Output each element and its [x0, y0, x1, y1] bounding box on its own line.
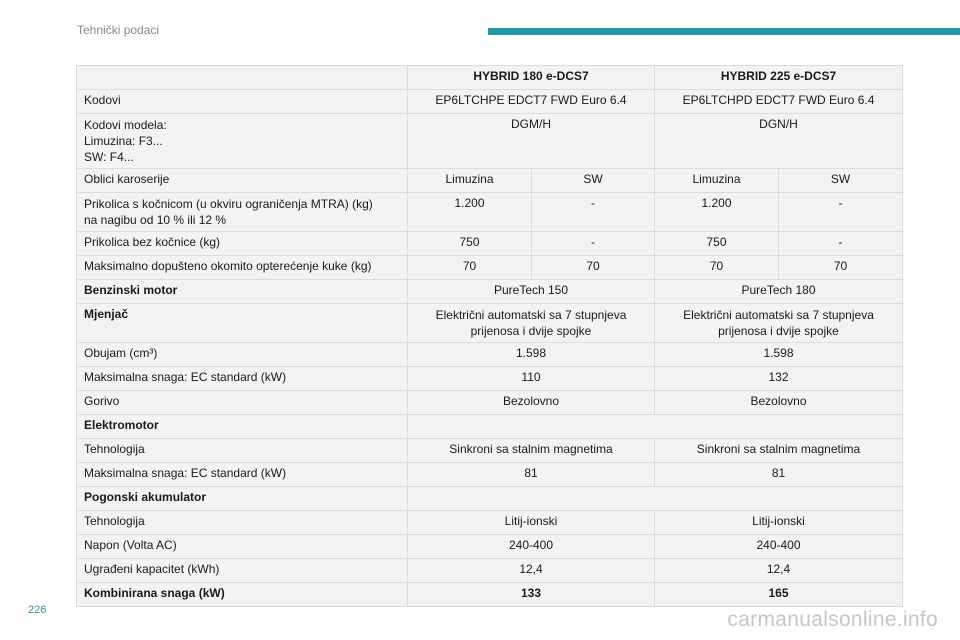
watermark-text: carmanualsonline.info	[727, 608, 938, 631]
cell-value: Limuzina	[408, 169, 532, 193]
table-row	[77, 415, 903, 439]
cell-value: Bezolovno	[655, 391, 903, 415]
table-row	[77, 256, 903, 280]
row-label: Prikolica bez kočnice (kg)	[77, 232, 408, 256]
cell-value: 1.200	[655, 193, 779, 232]
cell-value: 70	[408, 256, 532, 280]
cell-value: 750	[655, 232, 779, 256]
cell-value: 133	[408, 583, 655, 607]
cell-value: SW	[779, 169, 903, 193]
table-row	[77, 114, 903, 169]
cell-value: 240-400	[655, 535, 903, 559]
header-empty-cell	[77, 66, 408, 90]
row-label	[77, 193, 408, 232]
row-label: Benzinski motor	[77, 280, 408, 304]
page-header-title: Tehnički podaci	[77, 23, 160, 37]
header-accent-bar	[488, 28, 960, 35]
cell-value: Sinkroni sa stalnim magnetima	[408, 439, 655, 463]
table-row	[77, 232, 903, 256]
row-label: Tehnologija	[77, 511, 408, 535]
cell-value: -	[532, 193, 655, 232]
cell-value: -	[779, 232, 903, 256]
cell-value: 81	[655, 463, 903, 487]
table-row	[77, 559, 903, 583]
cell-value: 1.200	[408, 193, 532, 232]
table-row	[77, 535, 903, 559]
column-header-hybrid-225: HYBRID 225 e-DCS7	[655, 66, 903, 90]
cell-value: Litij-ionski	[408, 511, 655, 535]
table-row	[77, 511, 903, 535]
empty-cell	[408, 487, 903, 511]
cell-value: 81	[408, 463, 655, 487]
table-header-row	[77, 66, 903, 90]
cell-value: -	[532, 232, 655, 256]
cell-value: PureTech 150	[408, 280, 655, 304]
cell-line: prijenosa i dvije spojke	[470, 324, 592, 338]
cell-value: 165	[655, 583, 903, 607]
row-label: Tehnologija	[77, 439, 408, 463]
column-header-hybrid-180: HYBRID 180 e-DCS7	[408, 66, 655, 90]
cell-line: Električni automatski sa 7 stupnjeva	[435, 308, 627, 322]
cell-value: PureTech 180	[655, 280, 903, 304]
empty-cell	[408, 415, 903, 439]
page-number: 226	[28, 604, 47, 616]
cell-value	[408, 304, 655, 343]
cell-value: 70	[532, 256, 655, 280]
cell-value: DGN/H	[655, 114, 903, 169]
cell-value: Litij-ionski	[655, 511, 903, 535]
table-row	[77, 463, 903, 487]
row-label	[77, 114, 408, 169]
table-row	[77, 367, 903, 391]
row-label: Oblici karoserije	[77, 169, 408, 193]
table-row	[77, 90, 903, 114]
row-label: Mjenjač	[77, 304, 408, 343]
row-label: Ugrađeni kapacitet (kWh)	[77, 559, 408, 583]
row-label: Kombinirana snaga (kW)	[77, 583, 408, 607]
cell-value: 750	[408, 232, 532, 256]
cell-line: Električni automatski sa 7 stupnjeva	[683, 308, 874, 322]
cell-value: DGM/H	[408, 114, 655, 169]
cell-value: 110	[408, 367, 655, 391]
row-label: Kodovi	[77, 90, 408, 114]
table-row	[77, 487, 903, 511]
table-row	[77, 193, 903, 232]
cell-line: prijenosa i dvije spojke	[718, 324, 839, 338]
cell-value: Limuzina	[655, 169, 779, 193]
row-label: Maksimalna snaga: EC standard (kW)	[77, 463, 408, 487]
table-row	[77, 169, 903, 193]
table-row	[77, 343, 903, 367]
row-label-line: Prikolica s kočnicom (u okviru ograničenja MTRA) (kg)	[84, 197, 373, 211]
table-row	[77, 583, 903, 607]
cell-value: 240-400	[408, 535, 655, 559]
cell-value: 70	[779, 256, 903, 280]
row-label-line: Kodovi modela:	[84, 118, 167, 132]
cell-value: 1.598	[408, 343, 655, 367]
cell-value: 12,4	[408, 559, 655, 583]
technical-data-table	[76, 65, 903, 607]
cell-value: EP6LTCHPE EDCT7 FWD Euro 6.4	[408, 90, 655, 114]
section-label: Pogonski akumulator	[77, 487, 408, 511]
cell-value: 1.598	[655, 343, 903, 367]
row-label: Maksimalna snaga: EC standard (kW)	[77, 367, 408, 391]
cell-value: 132	[655, 367, 903, 391]
table-row	[77, 439, 903, 463]
cell-value: SW	[532, 169, 655, 193]
row-label: Maksimalno dopušteno okomito opterećenje kuke (kg)	[77, 256, 408, 280]
section-label: Elektromotor	[77, 415, 408, 439]
row-label-line: na nagibu od 10 % ili 12 %	[84, 213, 227, 227]
cell-value: EP6LTCHPD EDCT7 FWD Euro 6.4	[655, 90, 903, 114]
row-label: Obujam (cm³)	[77, 343, 408, 367]
cell-value	[655, 304, 903, 343]
table-row	[77, 391, 903, 415]
table-row	[77, 280, 903, 304]
cell-value: 70	[655, 256, 779, 280]
row-label-line: SW: F4...	[84, 150, 134, 164]
cell-value: 12,4	[655, 559, 903, 583]
row-label-line: Limuzina: F3...	[84, 134, 163, 148]
cell-value: -	[779, 193, 903, 232]
row-label: Napon (Volta AC)	[77, 535, 408, 559]
row-label: Gorivo	[77, 391, 408, 415]
cell-value: Bezolovno	[408, 391, 655, 415]
cell-value: Sinkroni sa stalnim magnetima	[655, 439, 903, 463]
table-row	[77, 304, 903, 343]
